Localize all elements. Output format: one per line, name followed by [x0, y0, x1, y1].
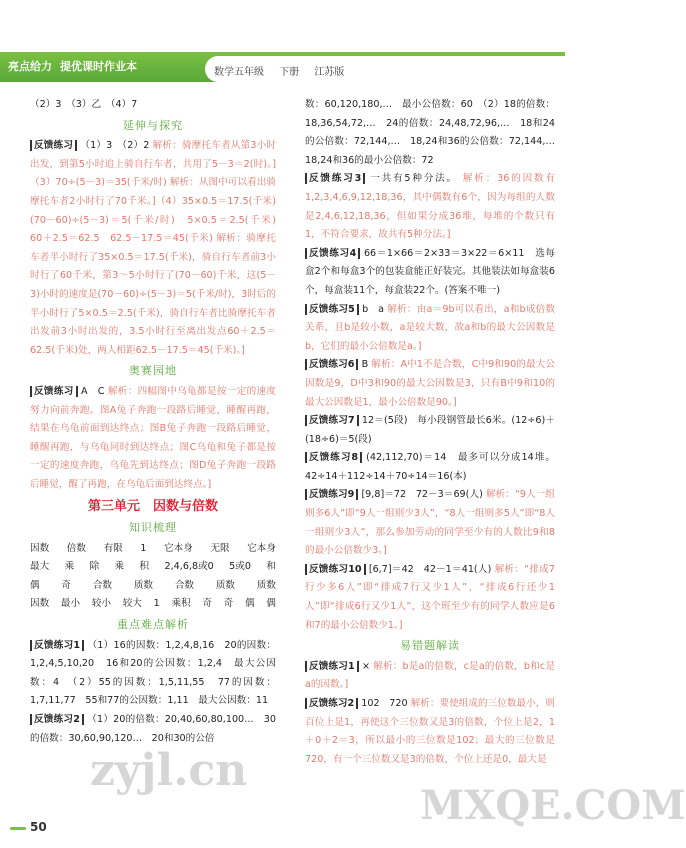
- section-title: 延伸与探究: [123, 118, 183, 132]
- exercise-tag: 反馈练习5: [305, 304, 359, 315]
- grid-row: [30, 540, 276, 559]
- exercise-tag: 反馈练习2: [30, 714, 84, 725]
- grid-cell: 5或0: [229, 561, 251, 573]
- section-title: 奥赛园地: [129, 364, 177, 378]
- exercise-answer: A C: [81, 385, 105, 397]
- grid-cell: 质数: [215, 579, 235, 591]
- grid-cell: 有限: [103, 542, 123, 554]
- analysis-label: 解析: [410, 698, 430, 709]
- analysis-text: ：从图中可以看出骑摩托车者2小时行了70千米。]（4）35×0.5＝17.5(千米) (70－60)÷(5－3)＝5(千米/时) 5×0.5＝2.5(千米) 60＋2.5＝62.5 62.5－17.5＝45(千米): [30, 177, 286, 245]
- exercise-block: [305, 301, 555, 357]
- term: 下册: [279, 67, 300, 78]
- grid-cell: 偶: [30, 579, 40, 591]
- exercise-block: [305, 245, 555, 301]
- page-header: [0, 0, 565, 90]
- exercise-answer: B: [361, 359, 369, 371]
- watermark: zyjl.cn: [90, 745, 248, 796]
- analysis-label: 解析: [387, 303, 407, 315]
- exercise-tag: 反馈练习1: [30, 640, 84, 651]
- grid-cell: 除: [89, 561, 100, 573]
- grid-cell: 较大: [122, 598, 142, 610]
- unit-title: 第三单元 因数与倍数: [87, 499, 218, 515]
- grid-cell: 1: [140, 542, 147, 554]
- exercise-tag: 反馈练习4: [305, 248, 360, 259]
- exercise-answer: (42,112,70)＝14 最多可以分成14堆。42÷14＋112÷14＋70÷14＝16(本): [305, 452, 555, 482]
- exercise-answer: [6,7]＝42 42－1＝41(人): [368, 563, 492, 575]
- grid-cell: 合数: [92, 579, 112, 591]
- grid-cell: 最小: [60, 598, 81, 610]
- exercise-tag: 反馈练习8: [305, 452, 362, 463]
- grid-cell: 合数: [174, 579, 194, 591]
- grid-cell: 乘: [64, 561, 75, 573]
- exercise-block: [30, 711, 276, 748]
- analysis-text: ：四幅图中乌龟都是按一定的速度努力向前奔跑。图A兔子奔跑一段路后睡觉，睡醒再跑，结果在乌龟前面到达终点；图B兔子奔跑一段路后睡觉，睡醒再跑，与乌龟同时到达终点；图C乌龟和兔子都是按一定的速度奔跑，乌龟先到达终点；图D兔子奔跑一段路后睡觉，醒了再跑，在乌龟后面到达终点。]: [30, 385, 277, 490]
- analysis-label: 解析: [169, 177, 190, 189]
- exercise-tag: 反馈练习7: [305, 415, 359, 426]
- brand-name: 亮点给力: [8, 60, 52, 73]
- analysis-label: 解析: [494, 563, 515, 575]
- exercise-block: [30, 137, 286, 360]
- analysis-label: 解析: [107, 385, 128, 397]
- grid-cell: 奇: [202, 598, 212, 610]
- exercise-block: [305, 486, 555, 560]
- exercise-tag: 反馈练习2: [305, 698, 358, 709]
- grid-row: [30, 577, 276, 596]
- analysis-text: ：A中1不是合数，C中9和90的最大公因数是9，D中3和90的最大公因数是3，只有B中9和10的最大公因数是1，最小公倍数是90。]: [305, 359, 555, 408]
- grid-cell: 积: [139, 561, 150, 573]
- analysis-text: ：要使组成的三位数最小，则百位上是1，再使这个三位数又是3的倍数，个位上是2，1＋0＋2＝3，所以最小的三位数是102；最大的三位数是720，有一个三位数又是3的倍数，个位上还是0，最大是: [305, 698, 555, 765]
- analysis-label: 解析: [371, 359, 391, 371]
- answer-line: 数：60,120,180,… 最小公倍数：60 （2）18的倍数：18,36,54,72,… 24的倍数：24,48,72,96,… 18和24的公倍数：72,144,… 18,24和36的公倍数：72,144,… 18,24和36的最小公倍数：72: [305, 99, 565, 166]
- exercise-block: [305, 561, 555, 635]
- grid-cell: 质数: [256, 579, 276, 591]
- analysis-label: 解析: [216, 233, 237, 245]
- analysis-text: ：36的因数有1,2,3,4,6,9,12,18,36，其中偶数有6个，因为每组的人数是2,4,6,12,18,36，但如果分成36堆，每堆的个数只有1，不符合要求，故共有5种分法。]: [305, 173, 555, 241]
- exercise-answer: b a: [362, 303, 385, 315]
- analysis-text: ：骑摩托车者从第3小时出发，到第5小时追上骑自行车者，共用了5－3＝2(时)。]（3）70÷(5－3)＝35(千米/时): [30, 140, 276, 189]
- answer-line: （2）3 （3）乙 （4）7: [30, 99, 138, 110]
- exercise-block: [30, 637, 276, 711]
- analysis-label: 解析: [373, 660, 393, 672]
- book-info: [214, 63, 356, 78]
- exercise-block: [305, 356, 555, 412]
- exercise-tag: 反馈练习6: [305, 359, 358, 370]
- exercise-answer: 12＝(5段) 每小段钢管最长6米。(12÷6)＋(18÷6)＝5(段): [305, 415, 555, 445]
- grid-cell: 乘积: [171, 598, 191, 610]
- grid-cell: 无限: [210, 542, 230, 554]
- grid-cell: 因数: [30, 598, 50, 610]
- exercise-block: [305, 658, 555, 695]
- section-title: 重点难点解析: [117, 618, 189, 632]
- exercise-answer: [9,8]＝72 72－3＝69(人): [361, 489, 483, 501]
- analysis-text: ：由a＝9b可以看出，a和b成倍数关系，且b是较小数，a是较大数，故a和b的最大公因数是b，它们的最小公倍数是a。]: [305, 303, 556, 352]
- exercise-block: [305, 412, 555, 449]
- grid-cell: 奇: [61, 579, 71, 591]
- section-title: 知识梳理: [129, 521, 177, 535]
- grid-cell: 奇: [223, 598, 234, 610]
- analysis-label: 解析: [462, 173, 486, 185]
- exercise-block: [30, 383, 276, 495]
- analysis-label: 解析: [485, 489, 506, 501]
- brand-subtitle: 提优课时作业本: [60, 60, 137, 73]
- grid-cell: 它本身: [247, 542, 276, 554]
- grid-row: [30, 558, 276, 577]
- exercise-answer: （1）20的倍数：20,40,60,80,100… 30的倍数：30,60,90,120… 20和30的公倍: [30, 714, 276, 744]
- exercise-answer: （1）16的因数：1,2,4,8,16 20的因数：1,2,4,5,10,20 16和20的公因数：1,2,4 最大公因数：4 （2）55的因数：1,5,11,55 77的因数：1,7,11,77 55和77的公因数：1,11 最大公因数：11: [30, 639, 276, 707]
- grid-cell: 偶: [266, 598, 276, 610]
- page-number: 50: [30, 820, 47, 834]
- exercise-tag: 反馈练习9: [305, 489, 358, 500]
- section-title: 易错题解读: [400, 639, 460, 653]
- series-brand: [8, 58, 137, 74]
- exercise-answer: 一共有5种分法。: [370, 173, 459, 185]
- grid-cell: 和: [266, 561, 276, 573]
- exercise-block: [305, 170, 555, 244]
- exercise-block: [305, 449, 555, 486]
- analysis-text: ：骑摩托车者半小时行了35×0.5＝17.5(千米)，骑自行车者前3小时行了60千米，第3～5小时行了(70－60)千米，这(5－3)小时的速度是(70－60)÷(5－3)＝5(千米/时)，3时后的半小时行了5×0.5＝2.5(千米)，骑自行车者比骑摩托车者出发前3小时出发的，3.5小时行至离出发点60＋2.5＝62.5(千米)处，两人相距62.5－17.5＝45(千米)。]: [30, 233, 277, 356]
- exercise-answer: 102 720: [361, 698, 408, 709]
- analysis-label: 解析: [152, 140, 173, 152]
- analysis-text: ：“排成7行少多6人”即“排成7行又少1人”，“排成6行还少1人”即“排成6行又少1人”，这个班至少有的同学人数应是6和7的最小公倍数少1。]: [305, 563, 555, 631]
- exercise-tag: 反馈练习: [30, 140, 77, 151]
- knowledge-grid: [30, 540, 276, 614]
- grid-cell: 倍数: [66, 542, 86, 554]
- exercise-tag: 反馈练习3: [305, 173, 365, 184]
- exercise-tag: 反馈练习: [30, 386, 78, 397]
- grid-cell: 因数: [30, 542, 50, 554]
- grid-cell: 它本身: [164, 542, 193, 554]
- edition: 江苏版: [314, 67, 345, 78]
- grid-row: [30, 595, 276, 614]
- grid-cell: 最大: [30, 561, 50, 573]
- grid-cell: 1: [153, 598, 160, 610]
- grid-cell: 较小: [91, 598, 111, 610]
- left-column: [30, 96, 286, 748]
- exercise-answer: （1）3 （2）2: [80, 140, 150, 152]
- right-column: [305, 96, 565, 769]
- analysis-text: ：“9人一组则多6人”即“9人一组则少3人”，“8人一组则多5人”即“8人一组则少3人”，那么参加劳动的同学至少有的人数比9和8的最小公倍数少3。]: [305, 489, 555, 557]
- grid-cell: 乘: [114, 561, 125, 573]
- exercise-block: [305, 695, 555, 769]
- exercise-tag: 反馈练习1: [305, 661, 359, 672]
- subject-grade: 数学五年级: [214, 67, 264, 78]
- grid-cell: 质数: [133, 579, 153, 591]
- grid-cell: 偶: [244, 598, 255, 610]
- exercise-tag: 反馈练习10: [305, 564, 366, 575]
- exercise-answer: 66＝1×66＝2×33＝3×22＝6×11 选每盒2个和每盒3个的包装盒能正好装完。其他装法如每盒装6个，每盒装11个，每盒装22个。(答案不唯一): [305, 247, 555, 296]
- analysis-text: ：b是a的倍数，c是a的倍数，b和c是a的因数。]: [305, 660, 555, 691]
- grid-cell: 2,4,6,8或0: [164, 561, 214, 573]
- watermark: MXQE.COM: [420, 782, 686, 829]
- exercise-answer: ×: [361, 660, 370, 672]
